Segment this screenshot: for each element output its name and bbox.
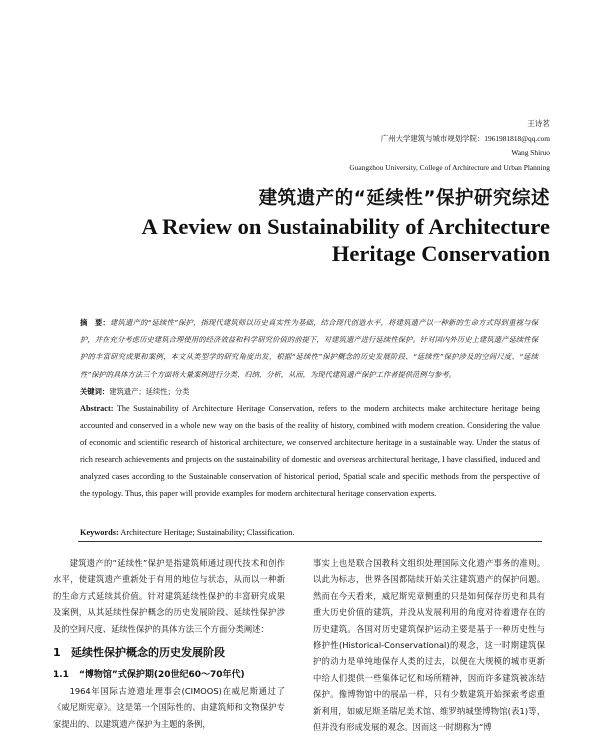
abstract-divider: [78, 541, 542, 542]
body-left-column: [53, 555, 285, 732]
abstract-en: [80, 400, 540, 502]
author-name-en: Wang Shiruo: [511, 148, 550, 157]
keywords-en-label: Keywords:: [80, 528, 119, 537]
abstract-cn-text: 建筑遗产的“延续性”保护，指现代建筑师以历史真实性为基础，结合现代创造水平，将建筑遗产以一种新的生命方式得到重视与保护，并在充分考虑历史建筑合理使用的经济效益和科学研究价值的前提下，对建筑遗产进行延续性保护。针对国内外历史上建筑遗产延续性保护的丰富研究成果和案例，本文从类型学的研究角度出发，根据“延续性”保护概念的历史发展阶段、“延续性”保护涉及的空间尺度、“延续性”保护的具体方法三个方面将大量案例进行分类、归纳、分析，从而，为现代建筑遗产保护工作者提供范例与参考。: [80, 318, 538, 379]
keywords-cn: [80, 383, 538, 400]
section-1-1-paragraph: 1964年国际古迹遗址理事会(CIMOOS)在威尼斯通过了《威尼斯宪章》。这是第一个国际性的、由建筑师和文物保护专家提出的、以建筑遗产保护为主题的条例，: [53, 686, 285, 729]
keywords-cn-label: 关键词：: [80, 387, 110, 396]
section-1-number: 1: [53, 646, 61, 660]
section-1-heading: [53, 645, 285, 661]
section-1-1-number: 1.1: [53, 670, 69, 681]
keywords-en: [80, 525, 540, 540]
title-en-line1: A Review on Sustainability of Architecture: [141, 214, 550, 239]
title-en: [70, 213, 550, 267]
author-affiliation-en: Guangzhou University, College of Architecture and Urban Planning: [349, 162, 550, 172]
section-1-title: 延续性保护概念的历史发展阶段: [71, 646, 225, 660]
abstract-cn-label: 摘 要：: [80, 318, 111, 327]
section-1-1-title: “博物馆”式保护期(20世纪60～70年代): [79, 670, 245, 681]
author-name-cn: 王诗茗: [527, 119, 550, 128]
abstract-en-label: Abstract:: [80, 404, 114, 413]
author-block: [220, 117, 550, 175]
title-en-line2: Heritage Conservation: [331, 241, 550, 266]
keywords-cn-text: 建筑遗产；延续性；分类: [109, 387, 190, 396]
section-1-1-heading: [53, 667, 285, 683]
right-column-paragraph: 事实上也是联合国教科文组织处理国际文化遗产事务的准则。以此为标志，世界各国都陆续开始关注建筑遗产的保护问题。然而在今天看来，威尼斯宪章侧重的只是如何保存历史和具有重大历史价值的建筑，并没从发展利用的角度对待着遗存在的历史建筑。各国对历史建筑保护运动主要是基于一种历史性与修护性(Historical-Conservational)的观念，这一时期建筑保护的动力是单纯地保存人类的过去，以便在大规模的城市更新中给人们提供一些集体记忆和场所精神，因而许多建筑被冻结保护。像博物馆中的展品一样，只有少数建筑开始探索考虑重新利用，如威尼斯圣瑞尼美术馆、维罗纳城堡博物馆(表1)等，但并没有形成发展的观念。因而这一时期称为“博: [313, 558, 545, 733]
title-cn: 建筑遗产的“延续性”保护研究综述: [258, 188, 550, 209]
abstract-en-text: The Sustainability of Architecture Heritage Conservation, refers to the modern architects make architecture heritage being accounted and conserved in a whole new way on the basis of the reality of history, combined with modern creation. Considering the value of economic and scientific research of historical architecture, we conserved architecture heritage in a sustainable way. Under the status of rich research achievements and projects on the sustainability of domestic and overseas architectural heritage, I have classified, induced and analyzed cases according to the Sustainable conservation of historical period, Spatial scale and specific methods from the perspective of the typology. Thus, this paper will provide examples for modern architectural heritage conservation experts.: [80, 404, 540, 498]
keywords-en-text: Architecture Heritage; Sustainability; Classification.: [120, 528, 295, 537]
author-affiliation-cn: 广州大学建筑与城市规划学院：1961981818@qq.com: [380, 133, 550, 143]
intro-paragraph: 建筑遗产的“延续性”保护是指建筑师通过现代技术和创作水平，使建筑遗产重新处于有用的地位与状态，从而以一种新的生命方式延续其价值。针对建筑延续性保护的丰富研究成果及案例，从其延续性保护概念的历史发展阶段、延续性保护涉及的空间尺度、延续性保护的具体方法三个方面分类阐述：: [53, 558, 285, 634]
body-right-column: [313, 555, 545, 735]
abstract-cn: [80, 314, 538, 383]
